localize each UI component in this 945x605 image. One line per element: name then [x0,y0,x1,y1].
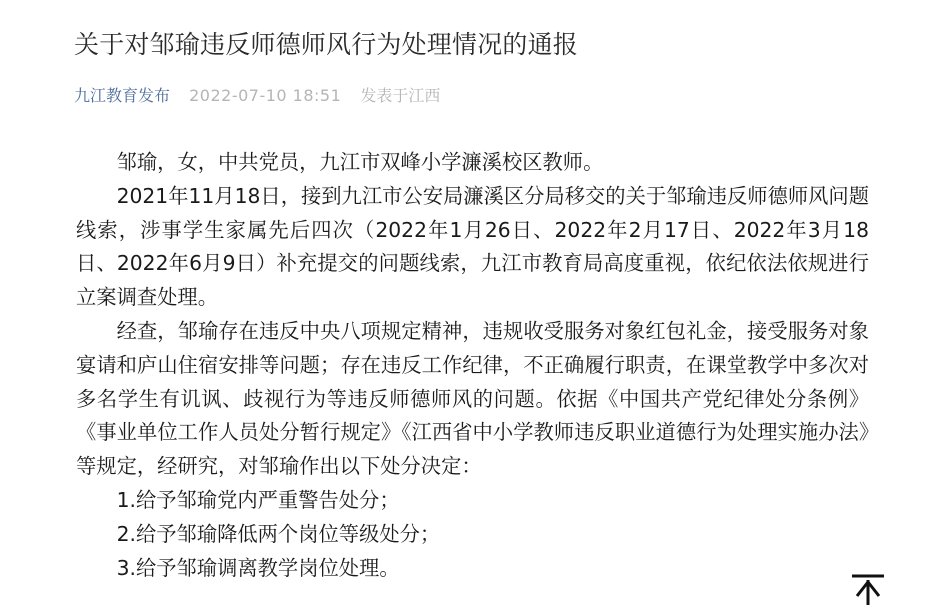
article-meta [74,85,440,107]
article-title: 关于对邹瑜违反师德师风行为处理情况的通报 [74,30,579,59]
publish-location: 发表于江西 [360,86,441,105]
decision-item-3: 3.给予邹瑜调离教学岗位处理。 [116,555,400,580]
up-arrow-icon[interactable] [850,572,886,605]
article-body [76,146,869,585]
decision-item-1: 1.给予邹瑜党内严重警告处分； [116,487,400,512]
publisher-link[interactable]: 九江教育发布 [74,86,171,105]
publish-date: 2022-07-10 18:51 [189,86,342,105]
decision-item-2: 2.给予邹瑜降低两个岗位等级处分； [116,521,441,546]
paragraph-2: 2021年11月18日，接到九江市公安局濂溪区分局移交的关于邹瑜违反师德师风问题线索，涉事学生家属先后四次（2022年1月26日、2022年2月17日、2022年3月18日、2022年6月9日）补充提交的问题线索，九江市教育局高度重视，依纪依法依规进行立案调查处理。 [76,183,869,310]
paragraph-1: 邹瑜，女，中共党员，九江市双峰小学濂溪校区教师。 [116,150,604,174]
paragraph-3: 经查，邹瑜存在违反中央八项规定精神，违规收受服务对象红包礼金，接受服务对象宴请和庐山住宿安排等问题；存在违反工作纪律，不正确履行职责，在课堂教学中多次对多名学生有讥讽、歧视行为等违反师德师风的问题。依据《中国共产党纪律处分条例》《事业单位工作人员处分暂行规定》《江西省中小学教师违反职业道德行为处理实施办法》等规定，经研究，对邹瑜作出以下处分决定： [76,318,869,479]
